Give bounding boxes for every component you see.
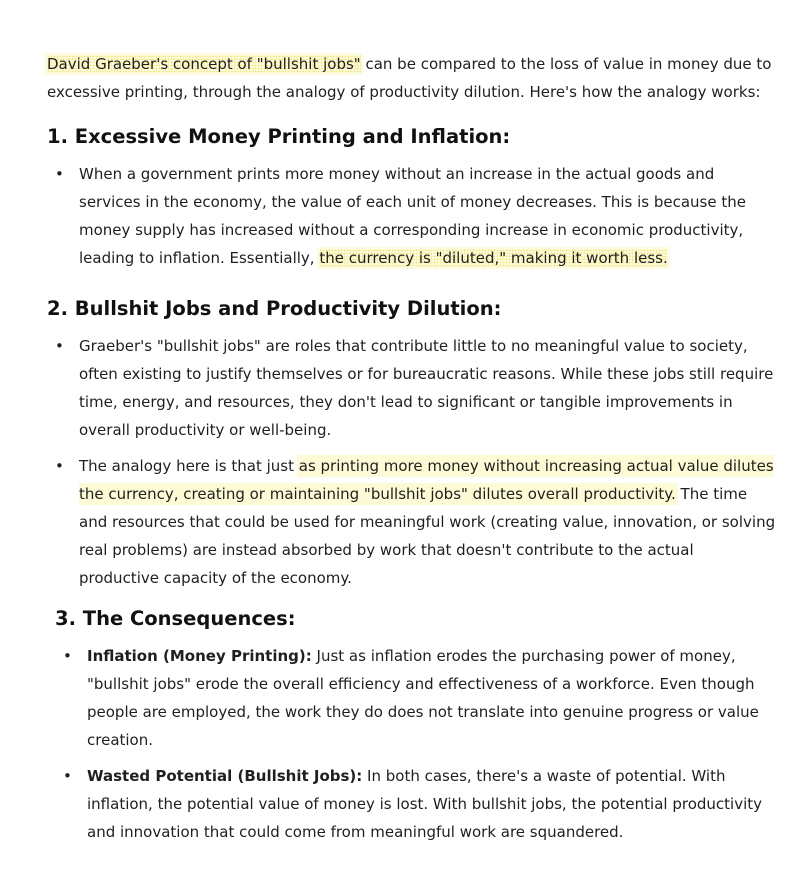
list-item <box>55 642 777 754</box>
list-item <box>47 160 777 272</box>
list-item <box>55 762 777 846</box>
intro-paragraph <box>47 50 777 106</box>
section-2-heading: 2. Bullshit Jobs and Productivity Dilution: <box>47 297 502 320</box>
intro-highlight: David Graeber's concept of "bullshit jobs" <box>47 55 361 73</box>
bullet-icon: • <box>63 647 72 665</box>
section-3-item-2-text: In both cases, there's a waste of potential. With inflation, the potential value of money is lost. With bullshit jobs, the potential productivity and innovation that could come from meaningful work are squandered. <box>87 767 763 841</box>
section-3-heading: 3. The Consequences: <box>55 607 296 630</box>
section-1-heading: 1. Excessive Money Printing and Inflation: <box>47 125 511 148</box>
document-body <box>47 50 777 854</box>
intro-text: can be compared to the loss of value in money due to excessive printing, through the analogy of productivity dilution. Here's how the analogy works: <box>47 55 772 101</box>
section-3-item-1-text: Just as inflation erodes the purchasing power of money, "bullshit jobs" erode the overall efficiency and effectiveness of a workforce. Even though people are employed, the work they do does not translate into genuine progress or value creation. <box>87 647 759 749</box>
section-2-list <box>47 332 777 592</box>
section-3-item-1-label: Inflation (Money Printing): <box>87 647 312 665</box>
section-2-item-2-text-before: The analogy here is that just <box>79 457 299 475</box>
section-2-item-2-text-after: The time and resources that could be used for meaningful work (creating value, innovation, or solving real problems) are instead absorbed by work that doesn't contribute to the actual productive capacity of the economy. <box>79 485 776 587</box>
list-item <box>47 332 777 444</box>
section-3-list <box>55 642 777 846</box>
section-1-list <box>47 160 777 272</box>
bullet-icon: • <box>55 457 64 475</box>
section-2-item-2-highlight: as printing more money without increasing actual value dilutes the currency, creating or maintaining "bullshit jobs" dilutes overall productivity. <box>79 457 774 503</box>
section-1-item-1-highlight: the currency is "diluted," making it worth less. <box>319 249 668 267</box>
bullet-icon: • <box>55 337 64 355</box>
list-item <box>47 452 777 592</box>
section-2-item-1-text: Graeber's "bullshit jobs" are roles that contribute little to no meaningful value to society, often existing to justify themselves or for bureaucratic reasons. While these jobs still require time, energy, and resources, they don't lead to significant or tangible improvements in overall productivity or well-being. <box>79 337 774 439</box>
bullet-icon: • <box>63 767 72 785</box>
section-3-item-2-label: Wasted Potential (Bullshit Jobs): <box>87 767 363 785</box>
section-1-item-1-text: When a government prints more money without an increase in the actual goods and services in the economy, the value of each unit of money decreases. This is because the money supply has increased without a corresponding increase in economic productivity, leading to inflation. Essentially, <box>79 165 746 267</box>
bullet-icon: • <box>55 165 64 183</box>
